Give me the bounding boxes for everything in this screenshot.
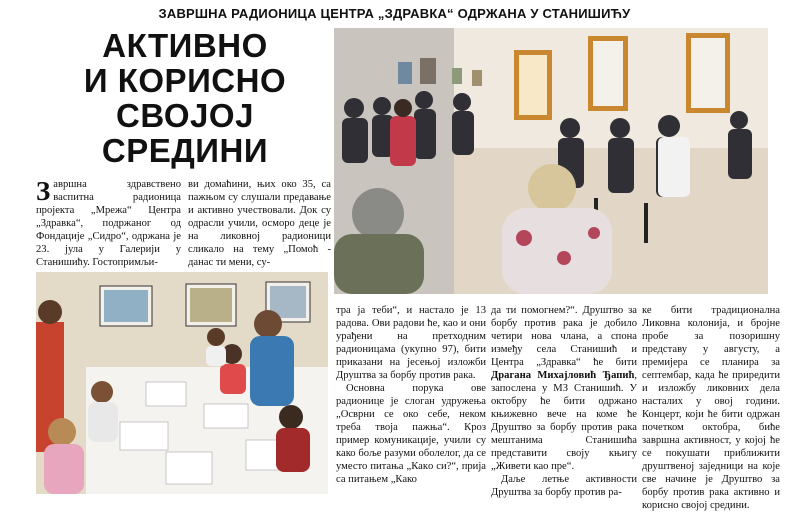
- audience-photo-illustration: [334, 28, 768, 294]
- column-text: авршна здравствено васпитна радионица пројекта „Мрежа“ Центра „Здравка“, подржаног од Фондације „Сидро“, одржана је 23. јула у Галерији у Станишићу. Гостопримљи-: [36, 179, 181, 268]
- column-text: тра ја теби“, и настало је 13 радова. Ови радови ће, као и они урађени на претходним радионицама (укупно 97), бити приказани на јесењој изложби Друштва за борбу против рака.: [336, 305, 486, 381]
- column-text: ке бити традиционална Ликовна колонија, и бројне пробе за позоришну представу у августу, а премијера се планира за септембар, када ће приредити и изложбу ликовних дела насталих у овој години. Концерт, који ће бити одржан почетком октобра, биће завршна активност, у којој ће се покушати приближити друштвеној заједници на које све начине је Друштво за борбу против рака активно и корисно својој средини.: [642, 305, 780, 511]
- headline-line: СРЕДИНИ: [101, 132, 269, 169]
- drop-cap: З: [36, 176, 51, 206]
- article-kicker: ЗАВРШНА РАДИОНИЦА ЦЕНТРА „ЗДРАВКА“ ОДРЖАНА У СТАНИШИЋУ: [158, 6, 631, 21]
- headline-line: АКТИВНО: [102, 27, 268, 64]
- children-workshop-photo: [36, 272, 328, 494]
- person-name: Драгана Михајловић Ђапић: [491, 370, 635, 381]
- article-headline: [40, 28, 330, 168]
- article-column-5: [642, 304, 780, 511]
- column-paragraph: [491, 304, 637, 473]
- headline-line: СВОЈОЈ: [116, 97, 254, 134]
- article-column-3: [336, 304, 486, 494]
- article-column-2: [188, 178, 331, 266]
- audience-photo: [334, 28, 768, 294]
- article-column-1: [36, 178, 181, 266]
- article-column-4: [491, 304, 637, 498]
- children-workshop-illustration: [36, 272, 328, 494]
- headline-line: И КОРИСНО: [83, 62, 287, 99]
- column-text: , запослена у МЗ Станишић. У октобру ће бити одржано књижевно вече на коме ће Друштво за борбу против рака мештанима Станишића представити своју књигу „Живети као пре“.: [491, 370, 637, 472]
- column-text: да ти помогнем?“. Друштво за борбу против рака је добило четири нова члана, а спона између села Станишић и Центра „Здравка“ ће бити: [491, 305, 637, 368]
- column-text: Даље летње активности Друштва за борбу против ра-: [491, 474, 637, 498]
- column-text: ви домаћини, њих око 35, са пажњом су слушали предавање и активно учествовали. Док су одрасли учили, осморо деце је на ликовној радионици сликало на тему „Помоћ - данас ти мени, су-: [188, 179, 331, 268]
- column-text: Основна порука ове радионице је слоган удружења „Осврни се око себе, неком треба твоја пажња“. Кроз пример комуникације, учили су како боље разуми оболелог, да се уместо питања „Какo си?“, прија са питањем „Како: [336, 383, 486, 485]
